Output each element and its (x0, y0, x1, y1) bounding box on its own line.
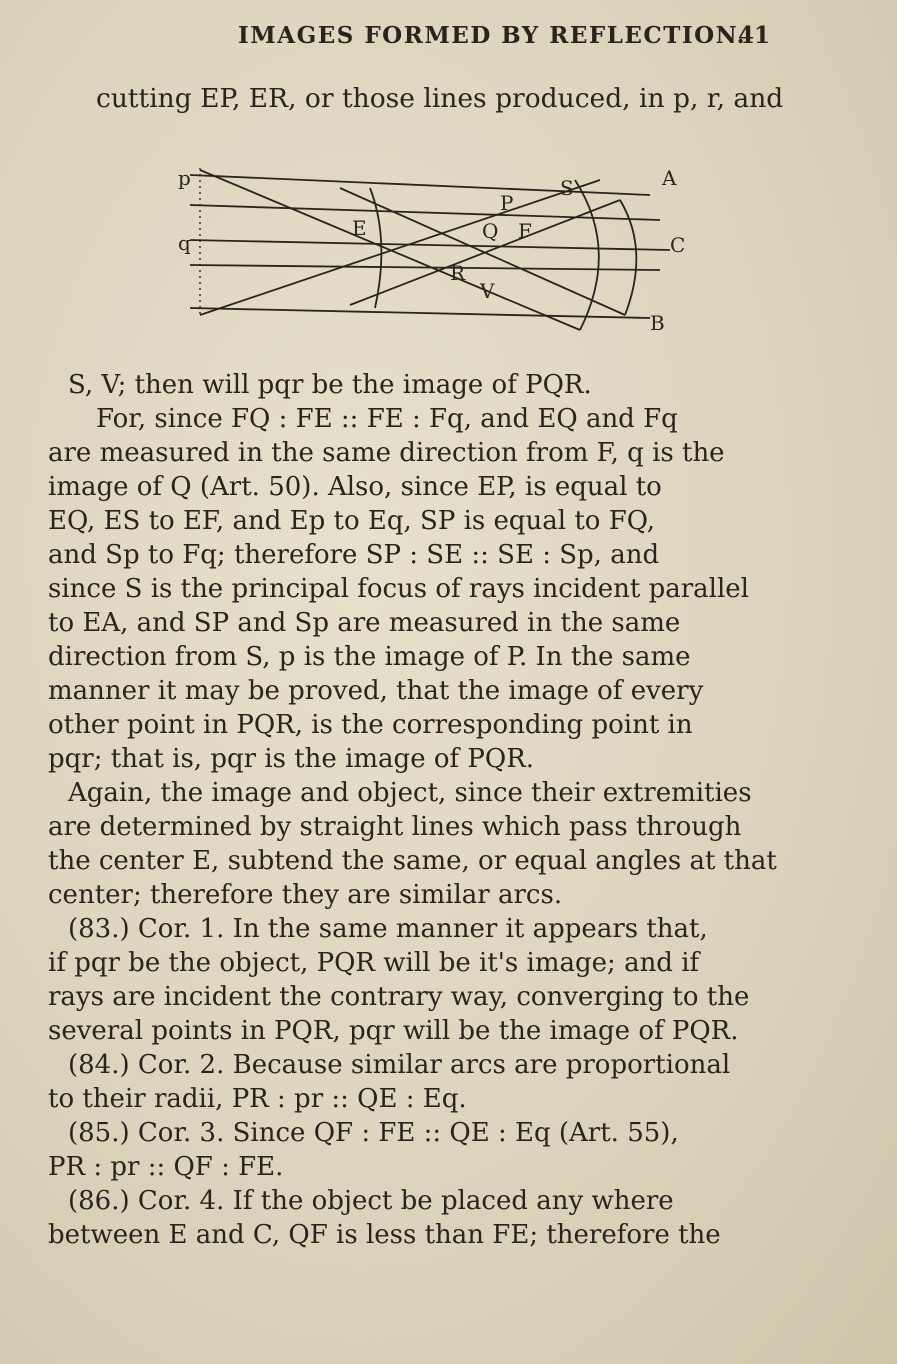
text-line-24: (85.) Cor. 3. Since QF : FE :: QE : Eq (Art. 55), (68, 1118, 679, 1148)
arc-mirror (575, 180, 599, 330)
text-line-5: image of Q (Art. 50). Also, since EP, is equal to (48, 472, 662, 502)
label-V: V (480, 279, 495, 303)
text-line-26: (86.) Cor. 4. If the object be placed any where (68, 1186, 674, 1216)
ray-bottom (190, 308, 650, 318)
text-line-23: to their radii, PR : pr :: QE : Eq. (48, 1084, 467, 1114)
text-line-10: direction from S, p is the image of P. In the same (48, 642, 691, 672)
text-line-27: between E and C, QF is less than FE; therefore the (48, 1220, 721, 1250)
label-C: C (670, 233, 686, 257)
label-P: P (500, 191, 514, 215)
text-line-19: if pqr be the object, PQR will be it's image; and if (48, 948, 700, 978)
label-S: S (560, 176, 574, 200)
text-line-8: since S is the principal focus of rays incident parallel (48, 574, 749, 604)
text-line-22: (84.) Cor. 2. Because similar arcs are proportional (68, 1050, 731, 1080)
arc-image (620, 200, 636, 315)
text-line-6: EQ, ES to EF, and Ep to Eq, SP is equal to FQ, (48, 506, 656, 536)
running-title: IMAGES FORMED BY REFLECTION. (238, 22, 747, 49)
mirror-figure (180, 140, 700, 370)
text-line-14: Again, the image and object, since their extremities (68, 778, 752, 808)
label-A: A (662, 166, 677, 190)
text-line-21: several points in PQR, pqr will be the image of PQR. (48, 1016, 739, 1046)
text-line-25: PR : pr :: QF : FE. (48, 1152, 284, 1182)
text-line-12: other point in PQR, is the corresponding point in (48, 710, 693, 740)
text-line-11: manner it may be proved, that the image of every (48, 676, 704, 706)
label-R: R (450, 261, 466, 285)
mirror-diagram (180, 140, 700, 370)
text-line-2: S, V; then will pqr be the image of PQR. (68, 370, 592, 400)
ray-lower (190, 265, 660, 270)
label-F: F (518, 219, 532, 243)
label-B: B (650, 311, 665, 335)
text-line-4: are measured in the same direction from F, q is the (48, 438, 725, 468)
text-line-9: to EA, and SP and Sp are measured in the same (48, 608, 681, 638)
label-q: q (178, 231, 191, 255)
ray-top (190, 175, 650, 195)
text-line-20: rays are incident the contrary way, converging to the (48, 982, 750, 1012)
page-header (0, 22, 801, 62)
text-line-13: pqr; that is, pqr is the image of PQR. (48, 744, 535, 774)
body-text (0, 368, 801, 1358)
text-line-16: the center E, subtend the same, or equal angles at that (48, 846, 777, 876)
text-line-1: cutting EP, ER, or those lines produced, in p, r, and (96, 83, 784, 114)
text-line-18: (83.) Cor. 1. In the same manner it appears that, (68, 914, 708, 944)
label-p: p (178, 166, 191, 190)
text-line-15: are determined by straight lines which pass through (48, 812, 742, 842)
label-E: E (352, 216, 367, 240)
text-line-3: For, since FQ : FE :: FE : Fq, and EQ and Fq (96, 404, 678, 434)
page-number: 41 (738, 22, 771, 49)
text-line-17: center; therefore they are similar arcs. (48, 880, 563, 910)
text-line-7: and Sp to Fq; therefore SP : SE :: SE : Sp, and (48, 540, 660, 570)
label-Q: Q (482, 219, 499, 243)
